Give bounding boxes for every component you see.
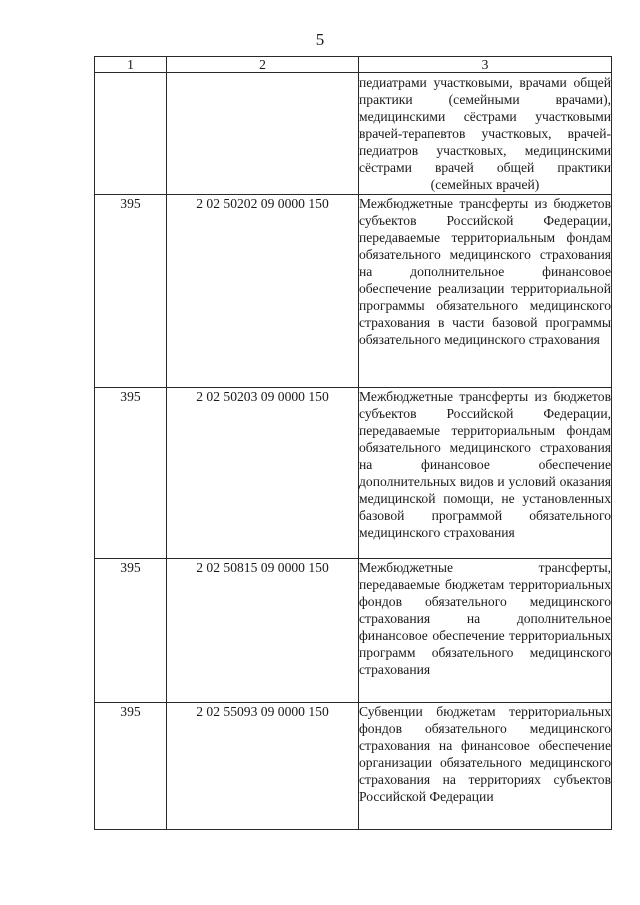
admin-code-cell: 395 (95, 195, 167, 388)
budget-code-table (94, 56, 612, 830)
table-row (95, 388, 612, 559)
table-row (95, 703, 612, 830)
budget-code-cell: 2 02 50203 09 0000 150 (167, 388, 359, 559)
budget-code-cell: 2 02 50815 09 0000 150 (167, 559, 359, 703)
description-cell: Субвенции бюджетам территориальных фондов обязательного медицинского страхования на финансовое обеспечение организации обязательного медицинского страхования на территориях субъектов Российской Федерации (359, 703, 612, 830)
description-cell: Межбюджетные трансферты, передаваемые бюджетам территориальных фондов обязательного медицинского страхования на дополнительное финансовое обеспечение территориальных программ обязательного медицинского страхования (359, 559, 612, 703)
table-row (95, 195, 612, 388)
column-header-1: 1 (95, 57, 167, 73)
column-header-3: 3 (359, 57, 612, 73)
budget-code-cell: 2 02 55093 09 0000 150 (167, 703, 359, 830)
admin-code-cell: 395 (95, 388, 167, 559)
table-row-continuation (95, 73, 612, 195)
table-header-row (95, 57, 612, 73)
description-cell: педиатрами участковыми, врачами общей практики (семейными врачами), медицинскими сёстрами участковыми врачей-терапевтов участковых, врачей-педиатров участковых, медицинскими сёстрами врачей общей практики (семейных врачей) (359, 73, 612, 195)
admin-code-cell: 395 (95, 559, 167, 703)
empty-cell (95, 73, 167, 195)
description-cell: Межбюджетные трансферты из бюджетов субъектов Российской Федерации, передаваемые территориальным фондам обязательного медицинского страхования на финансовое обеспечение дополнительных видов и условий оказания медицинской помощи, не установленных базовой программой обязательного медицинского страхования (359, 388, 612, 559)
column-header-2: 2 (167, 57, 359, 73)
table-row (95, 559, 612, 703)
description-cell: Межбюджетные трансферты из бюджетов субъектов Российской Федерации, передаваемые территориальным фондам обязательного медицинского страхования на дополнительное финансовое обеспечение реализации территориальной программы обязательного медицинского страхования в части базовой программы обязательного медицинского страхования (359, 195, 612, 388)
empty-cell (167, 73, 359, 195)
page-number: 5 (315, 30, 325, 49)
admin-code-cell: 395 (95, 703, 167, 830)
budget-code-cell: 2 02 50202 09 0000 150 (167, 195, 359, 388)
